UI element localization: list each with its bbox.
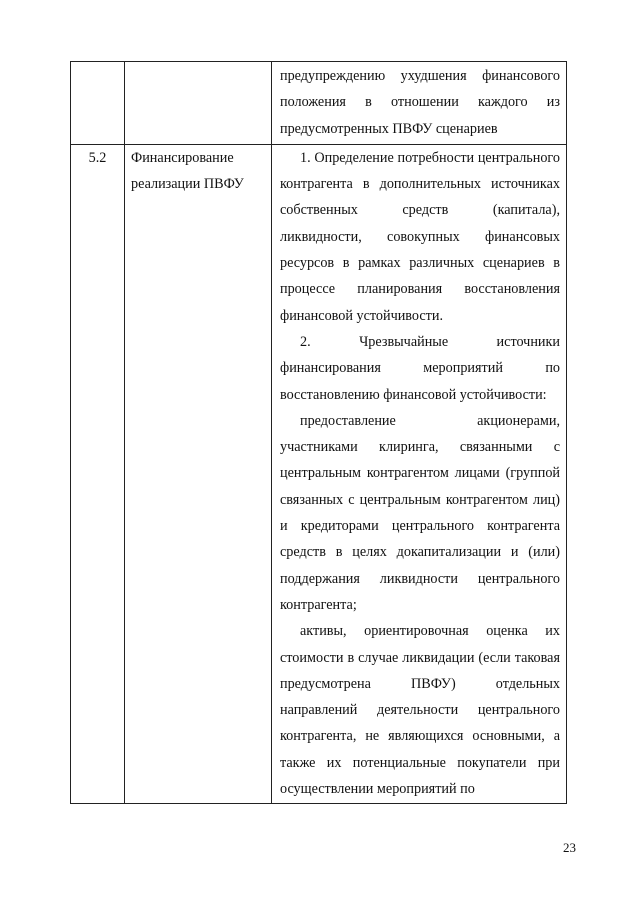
description-paragraph: предоставление акционерами, участниками клиринга, связанными с центральным контрагентом лицами (группой связанных с центральным контрагентом лиц) и кредиторами центрального контрагента средств в целях докапитализации и (или) поддержания ликвидности центрального контрагента; [280, 412, 560, 613]
description-paragraph: 2. Чрезвычайные источники финансирования мероприятий по восстановлению финансовой устойчивости: [280, 333, 560, 403]
section-number-cell [71, 144, 125, 803]
description-paragraph: 1. Определение потребности центрального контрагента в дополнительных источниках собственных средств (капитала), ликвидности, совокупных финансовых ресурсов в рамках различных сценариев в процессе планирования восстановления финансовой устойчивости. [280, 149, 560, 324]
section-title-cell [125, 144, 272, 803]
table-row [71, 62, 567, 145]
document-table [70, 61, 567, 804]
section-title-cell [125, 62, 272, 145]
section-description-cell [272, 62, 567, 145]
section-description-cell [272, 144, 567, 803]
table-row [71, 144, 567, 803]
section-number: 5.2 [88, 149, 107, 166]
section-number-cell [71, 62, 125, 145]
description-paragraph: активы, ориентировочная оценка их стоимости в случае ликвидации (если таковая предусмотрена ПВФУ) отдельных направлений деятельности центрального контрагента, не являющихся основными, а также их потенциальные покупатели при осуществлении мероприятий по [280, 623, 560, 798]
section-title: Финансирование реализации ПВФУ [131, 149, 244, 193]
description-paragraph: предупреждению ухудшения финансового положения в отношении каждого из предусмотренных ПВФУ сценариев [280, 68, 560, 137]
page-number: 23 [563, 840, 576, 855]
